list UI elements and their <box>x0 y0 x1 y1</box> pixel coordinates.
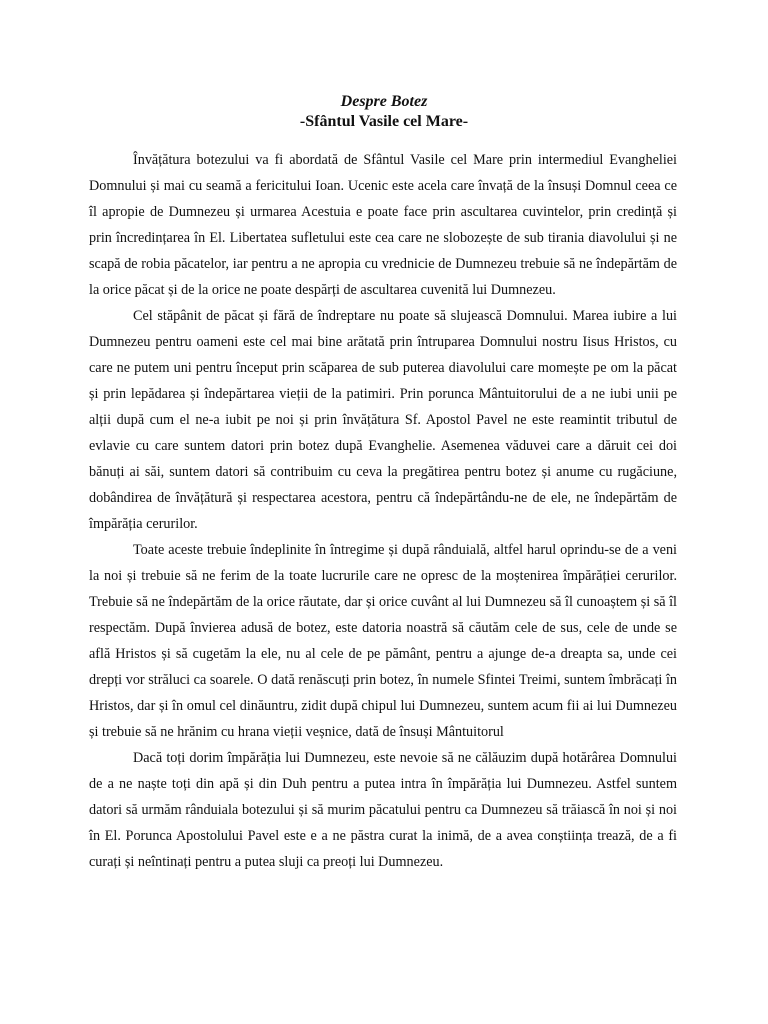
title-block <box>0 92 768 132</box>
document-body <box>89 147 677 875</box>
document-subtitle: -Sfântul Vasile cel Mare- <box>299 113 469 130</box>
paragraph: Dacă toți dorim împărăția lui Dumnezeu, este nevoie să ne călăuzim după hotărârea Domnului de a ne naște toți din apă și din Duh pentru a putea intra în împărăția lui Dumnezeu. Astfel suntem datori să urmăm rânduiala botezului și să murim păcatului pentru ca Dumnezeu să trăiască în noi și noi în El. Porunca Apostolului Pavel este e a ne păstra curat la inimă, de a avea conștiința trează, de a fi curați și neîntinați pentru a putea sluji ca preoți lui Dumnezeu. <box>89 750 677 870</box>
document-title: Despre Botez <box>340 93 428 110</box>
paragraph: Cel stăpânit de păcat și fără de îndreptare nu poate să slujească Domnului. Marea iubire a lui Dumnezeu pentru oameni este cel mai bine arătată prin întruparea Domnului nostru Iisus Hristos, cu care ne putem uni pentru început prin scăparea de sub puterea diavolului care momește pe om la păcat și prin lepădarea și îndepărtarea vieții de la patimiri. Prin porunca Mântuitorului de a ne iubi unii pe alții după cum el ne-a iubit pe noi și prin învățătura Sf. Apostol Pavel ne este reamintit tributul de evlavie cu care suntem datori prin botez după Evanghelie. Asemenea văduvei care a dăruit cei doi bănuți ai săi, suntem datori să contribuim cu ceva la pregătirea pentru botez și anume cu rugăciune, dobândirea de învățătură și respectarea acestora, pentru că îndepărtându-ne de ele, ne îndepărtăm de împărăția cerurilor. <box>89 308 677 532</box>
paragraph: Toate aceste trebuie îndeplinite în întregime și după rânduială, altfel harul oprindu-se de a veni la noi și trebuie să ne ferim de la toate lucrurile care ne opresc de la moștenirea împărăției cerurilor. Trebuie să ne îndepărtăm de la orice răutate, dar și orice cuvânt al lui Dumnezeu să îl cunoaștem și să îl respectăm. După învierea adusă de botez, este datoria noastră să căutăm cele de sus, cele de unde se află Hristos și să cugetăm la ele, nu al cele de pe pământ, pentru a ajunge de-a dreapta sa, unde cei drepți vor străluci ca soarele. O dată renăscuți prin botez, în numele Sfintei Treimi, suntem îmbrăcați în Hristos, dar și în omul cel dinăuntru, zidit după chipul lui Dumnezeu, suntem acum fii ai lui Dumnezeu și trebuie să ne hrănim cu hrana vieții veșnice, dată de însuși Mântuitorul <box>89 542 677 740</box>
paragraph: Învățătura botezului va fi abordată de Sfântul Vasile cel Mare prin intermediul Evangheliei Domnului și mai cu seamă a fericitului Ioan. Ucenic este acela care învață de la însuși Domnul ceea ce îl apropie de Dumnezeu și urmarea Acestuia e poate face prin ascultarea cuvintelor, prin credință și prin încredințarea în El. Libertatea sufletului este cea care ne slobozește de sub tirania diavolului și ne scapă de robia păcatelor, iar pentru a ne apropia cu vrednicie de Dumnezeu trebuie să ne îndepărtăm de la orice păcat și de la orice ne poate despărți de ascultarea cuvenită lui Dumnezeu. <box>89 152 677 298</box>
